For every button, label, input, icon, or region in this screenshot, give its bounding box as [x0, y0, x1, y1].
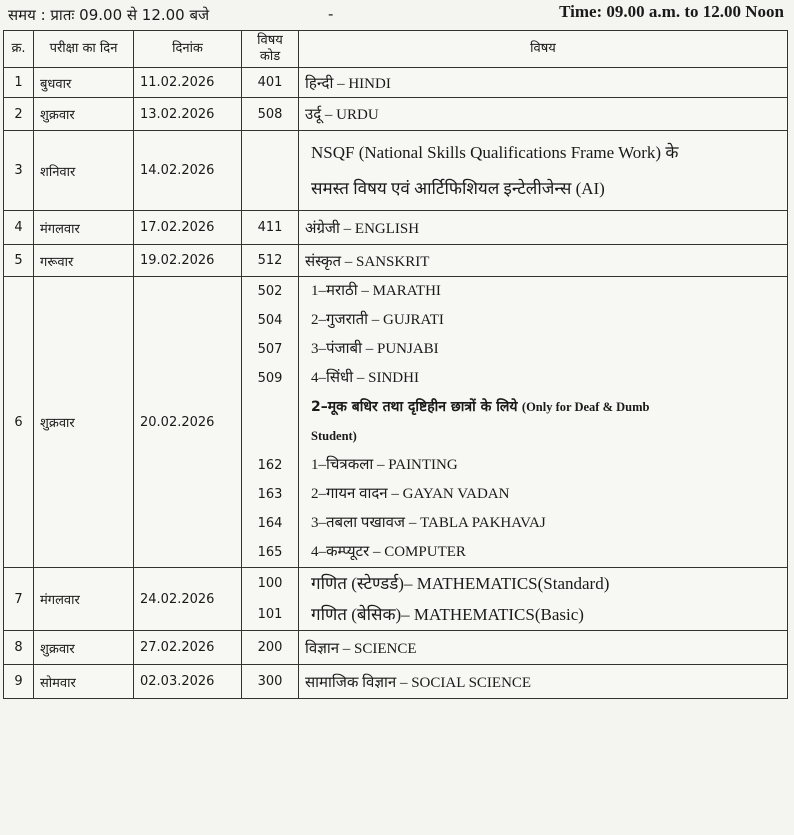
- time-hindi: समय : प्रातः 09.00 से 12.00 बजे: [8, 6, 210, 24]
- subject-cell: [299, 631, 788, 665]
- code-line: 507: [257, 342, 283, 357]
- code-line: 504: [257, 313, 283, 328]
- subject-line: समस्त विषय एवं आर्टिफिशियल इन्टेलीजेन्स (AI): [311, 178, 605, 198]
- code-cell: 411: [242, 211, 299, 245]
- note-hindi: 2–मूक बधिर तथा दृष्टिहीन छात्रों के लिये: [311, 399, 518, 415]
- code-line: 165: [257, 545, 283, 560]
- day-cell: मंगलवार: [34, 568, 134, 631]
- subject-line: गणित (स्टेण्डर्ड)– MATHEMATICS(Standard): [311, 574, 610, 593]
- code-cell: 508: [242, 98, 299, 131]
- subject-line: गणित (बेसिक)– MATHEMATICS(Basic): [311, 605, 584, 624]
- subject-text: संस्कृत – SANSKRIT: [305, 253, 430, 270]
- day-cell: सोमवार: [34, 665, 134, 699]
- day-cell: शुक्रवार: [34, 277, 134, 568]
- subject-line: 2–गायन वादन – GAYAN VADAN: [311, 486, 510, 502]
- subject-cell: [299, 245, 788, 277]
- date-cell: 19.02.2026: [134, 245, 242, 277]
- date-cell: 17.02.2026: [134, 211, 242, 245]
- subject-text: सामाजिक विज्ञान – SOCIAL SCIENCE: [305, 674, 532, 691]
- subject-line: NSQF (National Skills Qualifications Frame Work) के: [311, 142, 679, 162]
- sr-cell: 1: [4, 68, 34, 98]
- subject-line: 3–पंजाबी – PUNJABI: [311, 341, 439, 357]
- date-cell: 02.03.2026: [134, 665, 242, 699]
- sr-cell: 3: [4, 131, 34, 211]
- code-line: 164: [257, 516, 283, 531]
- col-subject: विषय: [299, 31, 788, 68]
- code-line: 101: [257, 607, 283, 622]
- special-note-cont: [305, 422, 781, 451]
- code-cell: 200: [242, 631, 299, 665]
- table-row: [4, 98, 788, 131]
- table-row: [4, 277, 788, 568]
- col-date: दिनांक: [134, 31, 242, 68]
- subject-line: 1–चित्रकला – PAINTING: [311, 457, 458, 473]
- date-cell: 20.02.2026: [134, 277, 242, 568]
- table-row: [4, 131, 788, 211]
- subject-cell: [299, 568, 788, 631]
- subject-cell: [299, 131, 788, 211]
- subject-cell: [299, 68, 788, 98]
- subject-cell: [299, 665, 788, 699]
- subject-text: अंग्रेजी – ENGLISH: [305, 220, 420, 237]
- code-line: 163: [257, 487, 283, 502]
- col-sr: क्र.: [4, 31, 34, 68]
- code-cell: 512: [242, 245, 299, 277]
- subject-text: हिन्दी – HINDI: [305, 75, 391, 92]
- note-english2: Student): [311, 429, 357, 443]
- day-cell: शनिवार: [34, 131, 134, 211]
- table-row: [4, 245, 788, 277]
- header-row: [4, 31, 788, 68]
- subject-cell: [299, 98, 788, 131]
- code-cell: [242, 131, 299, 211]
- sr-cell: 6: [4, 277, 34, 568]
- subject-cell: [299, 277, 788, 568]
- code-cell: 401: [242, 68, 299, 98]
- code-line: 162: [257, 458, 283, 473]
- code-cell: [242, 568, 299, 631]
- code-spacer: [248, 422, 292, 451]
- code-cell: [242, 277, 299, 568]
- subject-line: 2–गुजराती – GUJRATI: [311, 312, 444, 328]
- code-cell: 300: [242, 665, 299, 699]
- sr-cell: 5: [4, 245, 34, 277]
- subject-text: विज्ञान – SCIENCE: [305, 640, 417, 657]
- special-note: [305, 393, 781, 422]
- subject-cell: [299, 211, 788, 245]
- time-english: Time: 09.00 a.m. to 12.00 Noon: [559, 2, 784, 21]
- date-cell: 14.02.2026: [134, 131, 242, 211]
- subject-line: 3–तबला पखावज – TABLA PAKHAVAJ: [311, 515, 546, 531]
- day-cell: गरूवार: [34, 245, 134, 277]
- table-row: [4, 665, 788, 699]
- header-dash: -: [328, 5, 334, 23]
- subject-line: 4–सिंधी – SINDHI: [311, 370, 419, 386]
- code-line: 509: [257, 371, 283, 386]
- sr-cell: 9: [4, 665, 34, 699]
- subject-text: उर्दू – URDU: [305, 107, 379, 123]
- day-cell: बुधवार: [34, 68, 134, 98]
- date-cell: 13.02.2026: [134, 98, 242, 131]
- day-cell: शुक्रवार: [34, 631, 134, 665]
- date-cell: 27.02.2026: [134, 631, 242, 665]
- code-spacer: [248, 393, 292, 422]
- day-cell: मंगलवार: [34, 211, 134, 245]
- day-cell: शुक्रवार: [34, 98, 134, 131]
- subject-line: 4–कम्प्यूटर – COMPUTER: [311, 544, 466, 560]
- sr-cell: 2: [4, 98, 34, 131]
- col-code: विषय कोड: [242, 31, 299, 68]
- exam-schedule-table: [3, 30, 788, 699]
- sr-cell: 4: [4, 211, 34, 245]
- date-cell: 11.02.2026: [134, 68, 242, 98]
- col-day: परीक्षा का दिन: [34, 31, 134, 68]
- table-row: [4, 68, 788, 98]
- table-row: [4, 631, 788, 665]
- code-line: 502: [257, 284, 283, 299]
- table-row: [4, 211, 788, 245]
- sr-cell: 8: [4, 631, 34, 665]
- date-cell: 24.02.2026: [134, 568, 242, 631]
- time-header: [0, 0, 794, 34]
- subject-line: 1–मराठी – MARATHI: [311, 283, 441, 299]
- table-row: [4, 568, 788, 631]
- sr-cell: 7: [4, 568, 34, 631]
- code-line: 100: [257, 576, 283, 591]
- note-english: (Only for Deaf & Dumb: [521, 400, 650, 414]
